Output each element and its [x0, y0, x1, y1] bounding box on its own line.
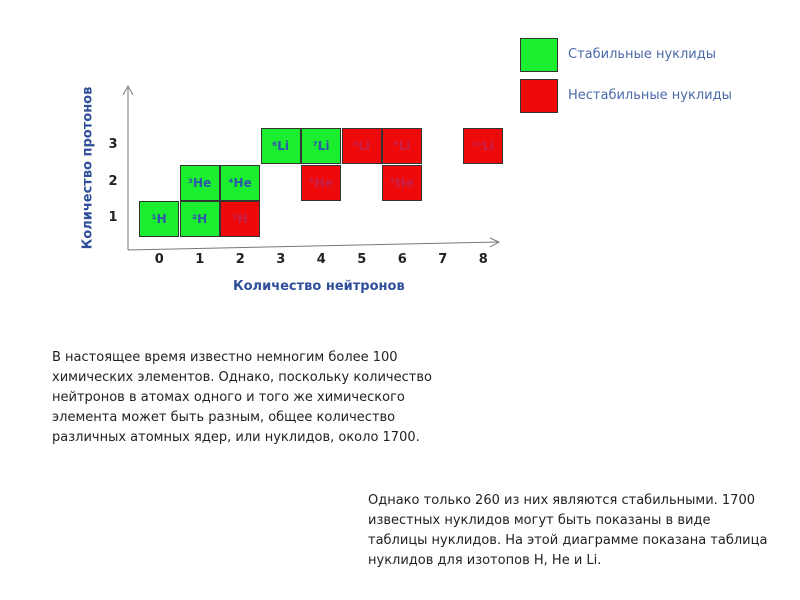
x-axis-title: Количество нейтронов: [233, 279, 405, 294]
nuclide-cell: ⁸Li: [342, 128, 382, 164]
stability-paragraph: Однако только 260 из них являются стабильными. 1700 известных нуклидов могут быть показаны в виде таблицы нуклидов. На этой диаграмме показана таблица нуклидов для изотопов H, He и Li.: [368, 493, 768, 568]
nuclide-cell: ⁶Li: [261, 128, 301, 164]
x-tick-label: 0: [154, 252, 164, 267]
y-axis-title: Количество протонов: [80, 86, 96, 250]
legend-label-unstable: Нестабильные нуклиды: [568, 88, 732, 103]
legend-swatch-stable: [520, 38, 558, 72]
x-tick-label: 4: [316, 252, 326, 267]
x-tick-label: 7: [438, 252, 448, 267]
y-tick-label: 3: [108, 137, 118, 153]
nuclide-cell: ⁶He: [301, 165, 341, 201]
x-tick-label: 8: [478, 252, 488, 267]
nuclide-cell: ⁸He: [382, 165, 422, 201]
legend-swatch-unstable: [520, 79, 558, 113]
intro-paragraph: В настоящее время известно немногим более 100 химических элементов. Однако, поскольку количество нейтронов в атомах одного и того же химического элемента может быть разным, общее количество различных атомных ядер, или нуклидов, около 1700.: [52, 350, 432, 445]
x-tick-label: 6: [397, 252, 407, 267]
nuclide-cell: ⁹Li: [382, 128, 422, 164]
x-axis-arrow: [490, 238, 499, 247]
x-tick-label: 5: [357, 252, 367, 267]
nuclide-cell: ¹H: [139, 201, 179, 237]
nuclide-cell: ²H: [180, 201, 220, 237]
nuclide-cell: ⁴He: [220, 165, 260, 201]
x-tick-label: 1: [195, 252, 205, 267]
y-axis-arrow: [123, 86, 133, 95]
nuclide-cell: ³He: [180, 165, 220, 201]
legend-label-stable: Стабильные нуклиды: [568, 47, 717, 62]
x-axis-line: [128, 242, 498, 250]
nuclide-cell: ⁷Li: [301, 128, 341, 164]
nuclide-cell: ³H: [220, 201, 260, 237]
y-tick-label: 2: [108, 173, 118, 189]
y-tick-label: 1: [108, 210, 118, 226]
x-tick-label: 2: [235, 252, 245, 267]
x-tick-label: 3: [276, 252, 286, 267]
nuclide-cell: ¹¹Li: [463, 128, 503, 164]
